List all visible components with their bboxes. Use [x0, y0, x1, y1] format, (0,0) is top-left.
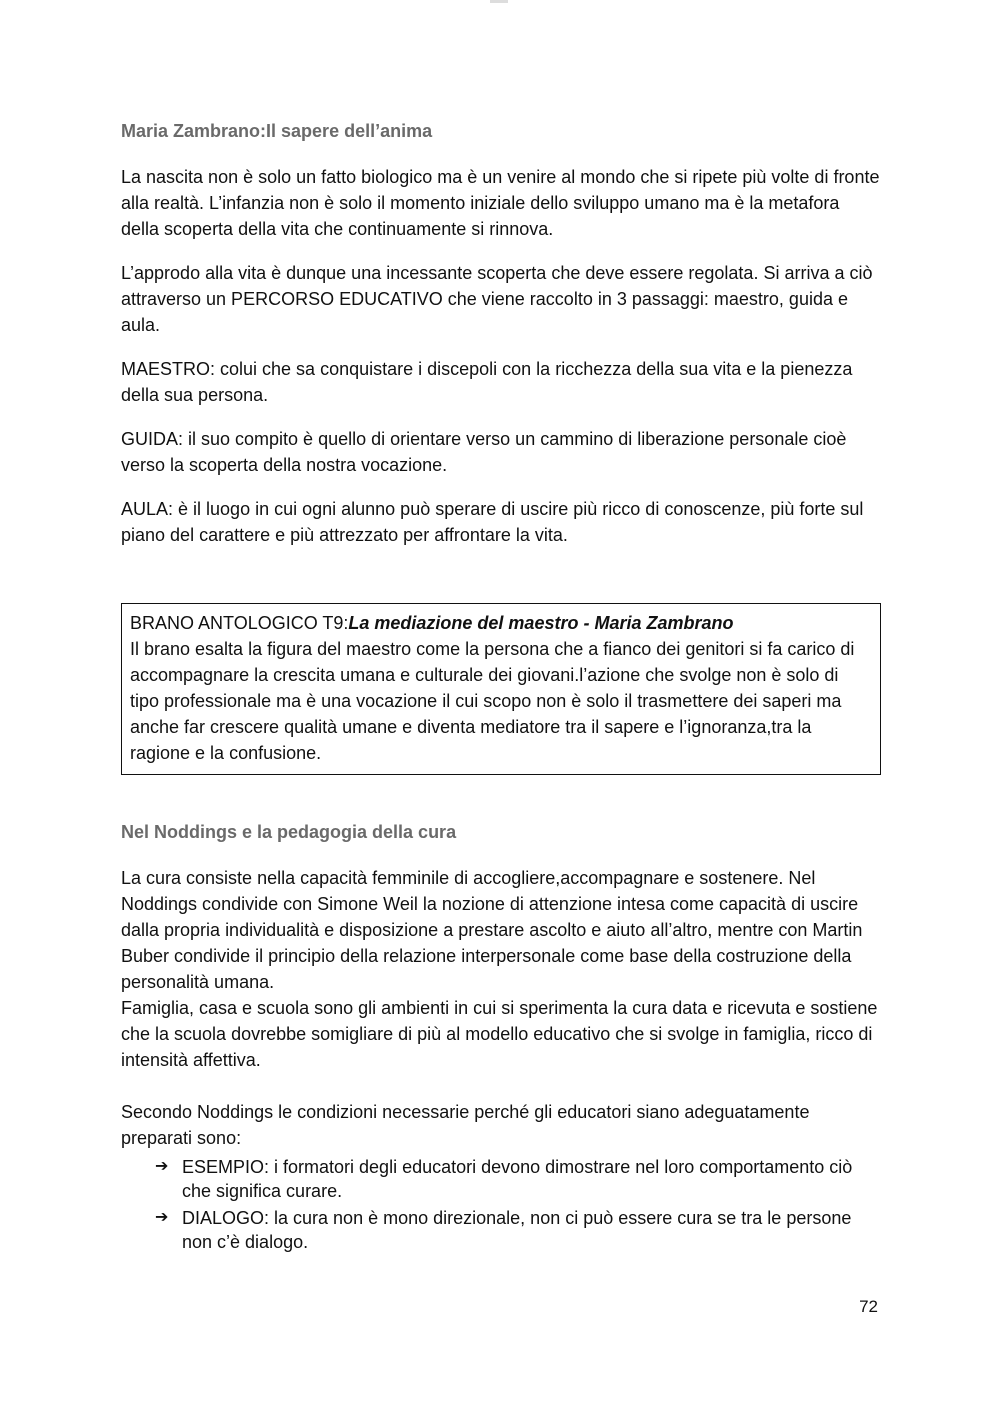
list-item-text: ESEMPIO: i formatori degli educatori devono dimostrare nel loro comportamento ciò che significa curare. [182, 1157, 853, 1201]
paragraph: L’approdo alla vita è dunque una incessante scoperta che deve essere regolata. Si arriva a ciò attraverso un PERCORSO EDUCATIVO che viene raccolto in 3 passaggi: maestro, guida e aula. [121, 263, 873, 335]
paragraph: La nascita non è solo un fatto biologico ma è un venire al mondo che si ripete più volte di fronte alla realtà. L’infanzia non è solo il momento iniziale dello sviluppo umano ma è la metafora della scoperta della vita che continuamente si rinnova. [121, 167, 880, 239]
paragraph: La cura consiste nella capacità femminile di accogliere,accompagnare e sostenere. Nel Noddings condivide con Simone Weil la nozione di attenzione intesa come capacità di uscire dalla propria individualità e disposizione a prestare ascolto e aiuto all’altro, mentre con Martin Buber condivide il principio della relazione interpersonale come base della costruzione della personalità umana. [121, 868, 863, 992]
list-item [155, 1206, 881, 1254]
list-item [155, 1155, 881, 1203]
anthology-box-title [130, 610, 872, 636]
page-number: 72 [859, 1297, 878, 1316]
anthology-box [121, 603, 881, 775]
paragraph: AULA: è il luogo in cui ogni alunno può sperare di uscire più ricco di conoscenze, più forte sul piano del carattere e più attrezzato per affrontare la vita. [121, 499, 864, 545]
paragraph: GUIDA: il suo compito è quello di orientare verso un cammino di liberazione personale cioè verso la scoperta della nostra vocazione. [121, 429, 847, 475]
arrow-icon: ➔ [155, 1209, 169, 1226]
arrow-icon: ➔ [155, 1158, 169, 1175]
section-heading-zambrano: Maria Zambrano:Il sapere dell’anima [121, 121, 433, 141]
list-item-text: DIALOGO: la cura non è mono direzionale, non ci può essere cura se tra le persone non c’è dialogo. [182, 1208, 852, 1252]
paragraph: Secondo Noddings le condizioni necessarie perché gli educatori siano adeguatamente preparati sono: [121, 1102, 810, 1148]
anthology-box-body: Il brano esalta la figura del maestro come la persona che a fianco dei genitori si fa carico di accompagnare la crescita umana e culturale dei giovani.l’azione che svolge non è solo di tipo professionale ma è una vocazione il cui scopo non è solo il trasmettere dei saperi ma anche far crescere qualità umane e diventa mediatore tra il sapere e l’ignoranza,tra la ragione e la confusione. [130, 639, 855, 763]
paragraph: Famiglia, casa e scuola sono gli ambienti in cui si sperimenta la cura data e ricevuta e sostiene che la scuola dovrebbe somigliare di più al modello educativo che si svolge in famiglia, ricco di intensità affettiva. [121, 998, 878, 1070]
page-content [121, 118, 881, 1257]
anthology-box-title-emph: La mediazione del maestro - Maria Zambrano [348, 613, 734, 633]
section-heading-noddings: Nel Noddings e la pedagogia della cura [121, 822, 457, 842]
paragraph: MAESTRO: colui che sa conquistare i discepoli con la ricchezza della sua vita e la pienezza della sua persona. [121, 359, 853, 405]
conditions-list [121, 1155, 881, 1254]
anthology-box-title-prefix: BRANO ANTOLOGICO T9: [130, 613, 349, 633]
top-mark [490, 0, 508, 3]
